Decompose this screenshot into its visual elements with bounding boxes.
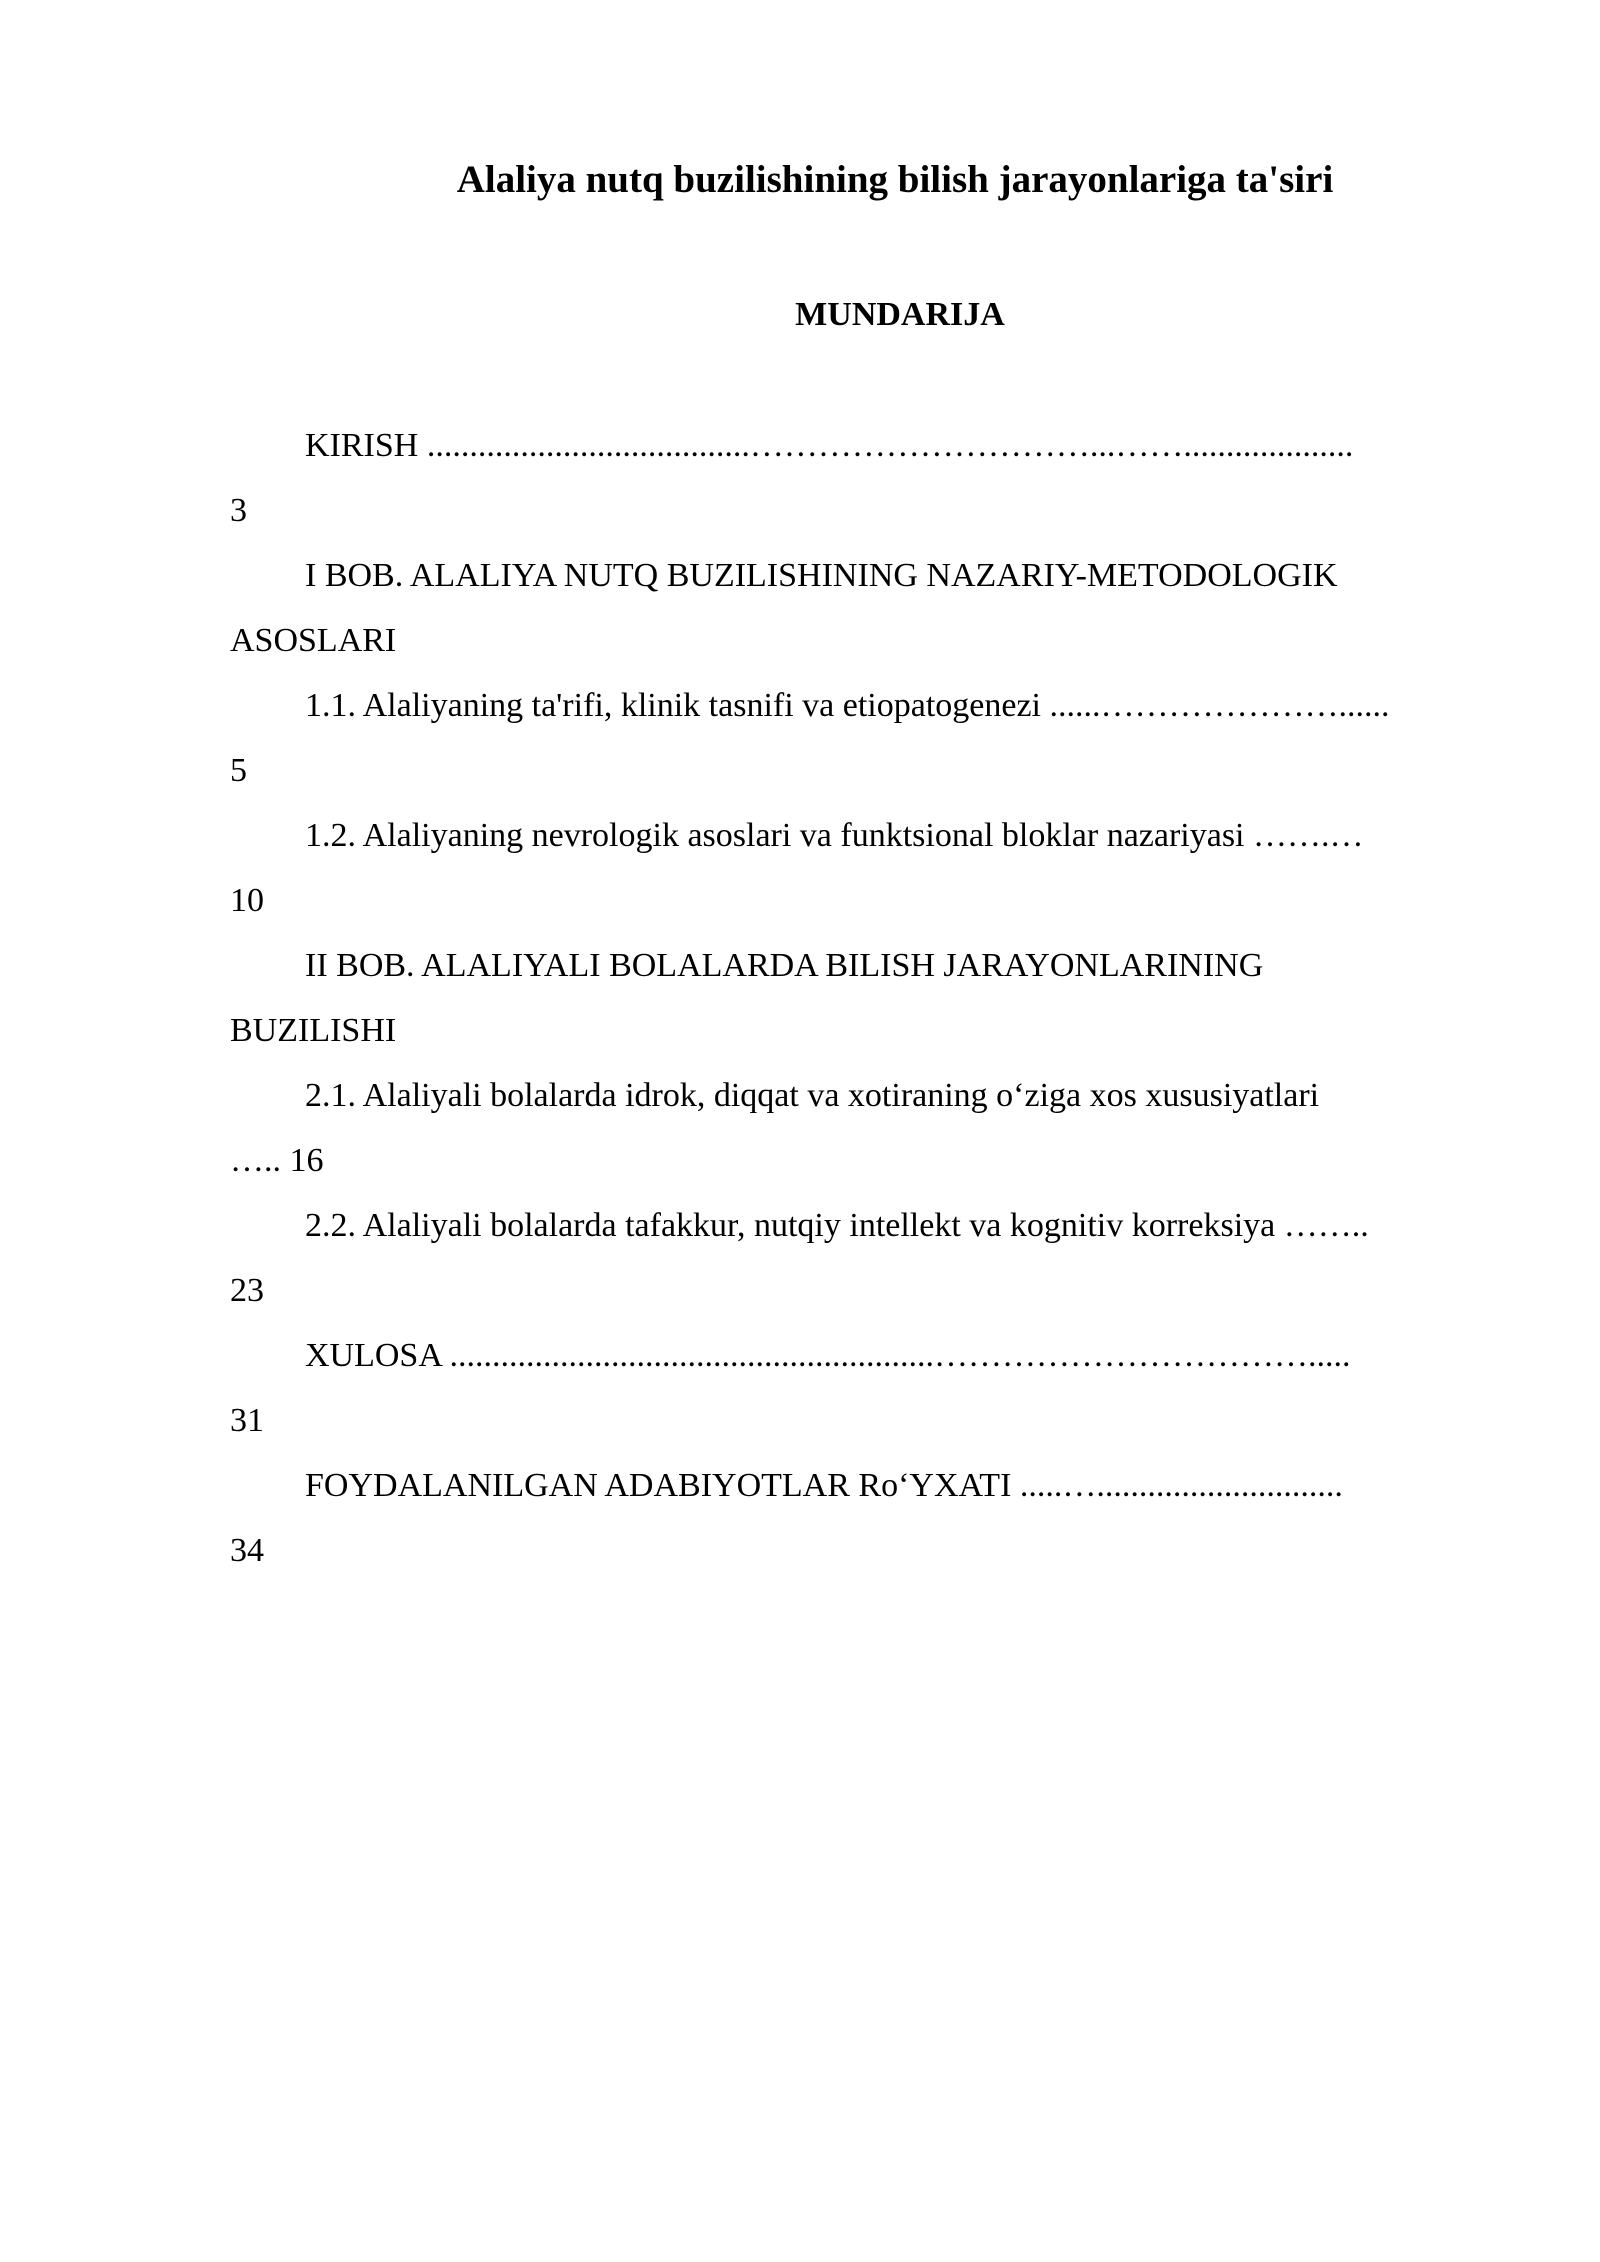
toc-entry-page: 5 [230,752,247,789]
toc-entry-text-continued: ASOSLARI [230,622,397,659]
toc-entry-text: FOYDALANILGAN ADABIYOTLAR Ro‘YXATI .....…............................. [305,1467,1343,1504]
toc-entry-text: II BOB. ALALIYALI BOLALARDA BILISH JARAYONLARINING [305,947,1264,984]
toc-entry-section-1-1 [230,673,1500,803]
toc-entry-references [230,1453,1500,1583]
toc-entry-text: XULOSA .........................................................……………………………..... [305,1337,1351,1374]
toc-entry-xulosa [230,1323,1500,1453]
toc-entry-page: 31 [230,1402,264,1439]
toc-entry-section-2-1 [230,1063,1500,1193]
toc-entry-text: 1.1. Alaliyaning ta'rifi, klinik tasnifi va etiopatogenezi ......…………………...... [305,687,1390,724]
toc-entry-page: 3 [230,492,247,529]
toc-entry-text: 2.2. Alaliyali bolalarda tafakkur, nutqiy intellekt va kognitiv korreksiya …….. [305,1207,1369,1244]
toc-entry-chapter-1 [230,543,1500,673]
toc-entry-page: 10 [230,882,264,919]
toc-entry-page: 23 [230,1272,264,1309]
toc-entry-page: ….. 16 [230,1142,324,1179]
toc-heading: MUNDARIJA [795,296,1005,333]
toc-entry-page: 34 [230,1532,264,1569]
toc-entry-section-1-2 [230,803,1500,933]
toc-entry-text: 1.2. Alaliyaning nevrologik asoslari va funktsional bloklar nazariyasi …….… [305,817,1364,854]
toc-entry-text-continued: BUZILISHI [230,1012,397,1049]
table-of-contents [230,413,1500,1583]
toc-entry-text: 2.1. Alaliyali bolalarda idrok, diqqat va xotiraning o‘ziga xos xususiyatlari [305,1077,1320,1114]
toc-entry-text: KIRISH ......................................…………………………...…….................... [305,427,1354,464]
toc-entry-kirish [230,413,1500,543]
toc-entry-section-2-2 [230,1193,1500,1323]
document-title: Alaliya nutq buzilishining bilish jarayonlariga ta'siri [456,158,1334,201]
toc-entry-text: I BOB. ALALIYA NUTQ BUZILISHINING NAZARIY-METODOLOGIK [305,557,1338,594]
toc-entry-chapter-2 [230,933,1500,1063]
